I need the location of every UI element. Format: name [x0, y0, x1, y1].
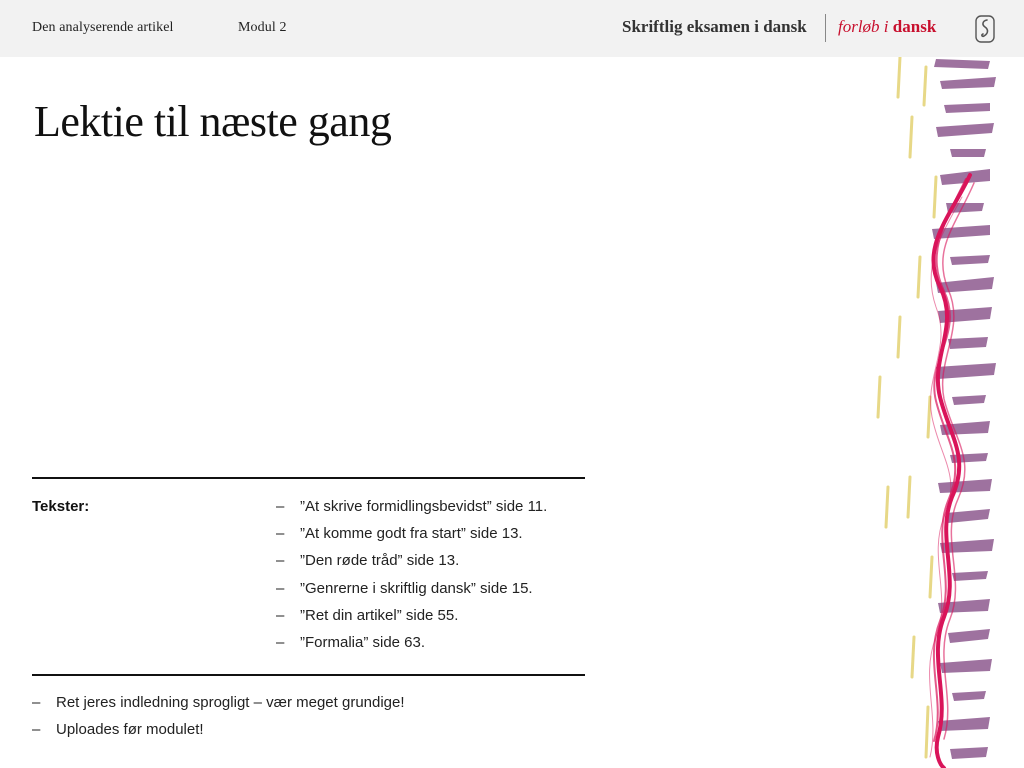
texts-list: [276, 497, 547, 660]
decorative-brushstrokes: [840, 57, 1024, 768]
header-module-label: Modul 2: [238, 20, 287, 35]
task-item: [32, 693, 405, 720]
header-bar: [0, 0, 1024, 57]
list-dash: –: [276, 552, 285, 570]
list-item-text: ”Den røde tråd” side 13.: [300, 552, 460, 570]
list-item-text: ”Ret din artikel” side 55.: [300, 606, 459, 624]
list-item-text: ”At skrive formidlingsbevidst” side 11.: [300, 498, 548, 515]
divider-bottom: [32, 674, 585, 676]
task-item-text: Uploades før modulet!: [56, 721, 204, 738]
divider-top: [32, 477, 585, 479]
texts-label: Tekster:: [32, 498, 90, 515]
list-item: [276, 497, 547, 524]
task-list: [32, 693, 405, 747]
brand-course-bold: dansk: [892, 17, 937, 36]
list-item: [276, 579, 547, 606]
list-dash: –: [276, 579, 285, 597]
task-dash: –: [32, 694, 41, 711]
list-dash: –: [276, 633, 285, 651]
list-dash: –: [276, 498, 285, 515]
list-item: [276, 606, 547, 633]
brand-course-italic: forløb i: [838, 17, 889, 36]
brand-title: Skriftlig eksamen i dansk: [622, 17, 807, 36]
task-item: [32, 720, 405, 747]
list-item-text: ”At komme godt fra start” side 13.: [300, 525, 523, 543]
list-item-text: ”Genrerne i skriftlig dansk” side 15.: [300, 579, 533, 597]
list-dash: –: [276, 525, 285, 543]
task-item-text: Ret jeres indledning sprogligt – vær meget grundige!: [56, 694, 405, 711]
brand-divider: [825, 14, 826, 42]
list-item: [276, 551, 547, 578]
list-dash: –: [276, 606, 285, 624]
task-dash: –: [32, 721, 41, 738]
page-title: Lektie til næste gang: [34, 97, 392, 146]
yellow-brushstrokes: [878, 57, 936, 757]
list-item: [276, 633, 547, 660]
list-item-text: ”Formalia” side 63.: [300, 633, 426, 651]
header-article-label: Den analyserende artikel: [32, 20, 174, 35]
brand-course: [838, 17, 936, 37]
list-item: [276, 524, 547, 551]
publisher-logo-icon: [975, 15, 995, 43]
